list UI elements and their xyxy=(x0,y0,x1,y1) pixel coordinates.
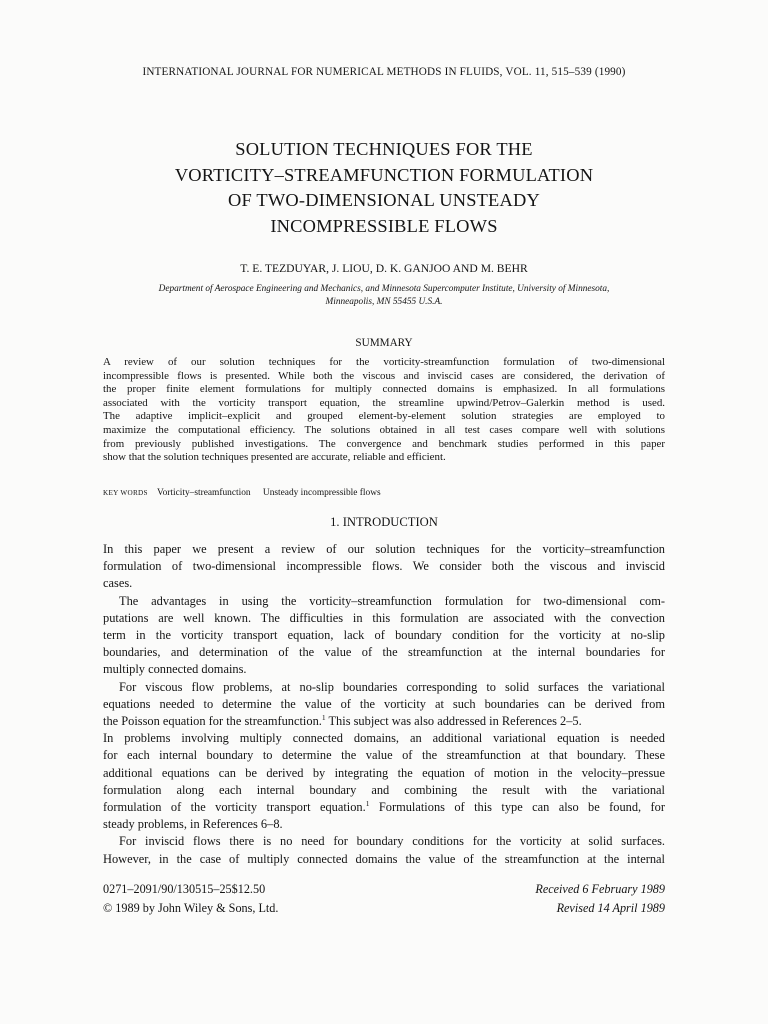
introduction-line xyxy=(103,851,665,868)
summary-line: associated with the vorticity transport equation, the streamline upwind/Petrov–Galerkin method is used. xyxy=(103,396,665,409)
introduction-line xyxy=(103,679,665,696)
article-code: 0271–2091/90/130515–25$12.50 xyxy=(103,882,266,896)
keywords xyxy=(103,488,665,498)
introduction-line xyxy=(103,747,665,764)
summary-line: from previously published investigations. The convergence and benchmark studies performed in this paper xyxy=(103,437,665,450)
introduction-text: additional equations can be derived by integrating the equation of motion in the velocity–pressue xyxy=(103,765,665,780)
introduction-text: For viscous flow problems, at no-slip boundaries corresponding to solid surfaces the variational xyxy=(119,679,665,694)
introduction-text: In problems involving multiply connected domains, an additional variational equation is needed xyxy=(103,731,665,746)
introduction-line xyxy=(103,765,665,782)
introduction-text: steady problems, in References 6–8. xyxy=(103,817,283,832)
keyword-item: Vorticity–streamfunction xyxy=(157,488,251,498)
received-date: Received 6 February 1989 xyxy=(535,882,665,896)
journal-header: INTERNATIONAL JOURNAL FOR NUMERICAL METHODS IN FLUIDS, VOL. 11, 515–539 (1990) xyxy=(142,66,626,78)
title-line: SOLUTION TECHNIQUES FOR THE xyxy=(235,139,533,159)
summary-line: maximize the computational efficiency. The solutions obtained in all test cases compare well with solutions xyxy=(103,423,665,436)
title-line: VORTICITY–STREAMFUNCTION FORMULATION xyxy=(174,164,594,185)
introduction-line xyxy=(103,575,665,592)
introduction-text: boundaries, and determination of the value of the streamfunction at the internal boundaries for xyxy=(103,645,665,660)
introduction-text: formulation along each internal boundary and combining the result with the variational xyxy=(103,782,665,797)
section-heading-introduction: 1. INTRODUCTION xyxy=(330,515,438,529)
introduction-line xyxy=(103,644,665,661)
introduction-line xyxy=(103,696,665,713)
copyright-notice: © 1989 by John Wiley & Sons, Ltd. xyxy=(103,901,279,915)
introduction-text: This subject was also addressed in References 2–5. xyxy=(325,714,582,729)
introduction-text: formulation of the vorticity transport equation. xyxy=(103,800,366,815)
introduction-line xyxy=(103,782,665,799)
introduction-line xyxy=(103,713,665,730)
summary-line: the proper finite element formulations for multiply connected domains is emphasized. In all formulations xyxy=(103,383,665,396)
introduction-text: equations needed to determine the value of the vorticity at such boundaries can be derived from xyxy=(103,696,665,711)
paper-page xyxy=(103,0,665,1024)
affiliation xyxy=(103,283,665,309)
revised-date: Revised 14 April 1989 xyxy=(556,901,665,915)
introduction-line xyxy=(103,661,665,678)
summary-heading: SUMMARY xyxy=(355,337,413,349)
introduction-line xyxy=(103,816,665,833)
introduction-line xyxy=(103,799,665,816)
title-line: OF TWO-DIMENSIONAL UNSTEADY xyxy=(228,190,540,210)
summary-line: show that the solution techniques presented are accurate, reliable and efficient. xyxy=(103,451,446,464)
introduction-text: Formulations of this type can also be found, for xyxy=(369,800,665,815)
introduction-line xyxy=(103,627,665,644)
introduction-text: For inviscid flows there is no need for boundary conditions for the vorticity at solid surfaces. xyxy=(119,834,665,849)
introduction-line xyxy=(103,558,665,575)
summary-abstract xyxy=(103,356,665,465)
reference-superscript: 1 xyxy=(365,799,370,809)
introduction-text: However, in the case of multiply connected domains the value of the streamfunction at the internal xyxy=(103,851,665,866)
introduction-line xyxy=(103,833,665,850)
introduction-line xyxy=(103,610,665,627)
keyword-item: Unsteady incompressible flows xyxy=(262,488,381,498)
introduction-body xyxy=(103,541,665,868)
introduction-line xyxy=(103,541,665,558)
introduction-text: formulation of two-dimensional incompressible flows. We consider both the viscous and inviscid xyxy=(103,559,665,574)
paper-title xyxy=(103,137,665,239)
footer-left xyxy=(103,880,278,918)
introduction-text: multiply connected domains. xyxy=(103,662,247,677)
summary-line: incompressible flows is presented. While both the viscous and inviscid cases are considered, the derivation of xyxy=(103,369,665,382)
keywords-label: KEY WORDS xyxy=(103,489,148,497)
introduction-text: putations are well known. The difficulties in this formulation are associated with the convection xyxy=(103,610,665,625)
introduction-text: In this paper we present a review of our solution techniques for the vorticity–streamfunction xyxy=(103,542,665,556)
summary-line: The adaptive implicit–explicit and grouped element-by-element solution strategies are employed to xyxy=(103,410,665,423)
affiliation-line: Department of Aerospace Engineering and Mechanics, and Minnesota Supercomputer Institute, University of Minnesota, xyxy=(158,284,610,294)
introduction-text: for each internal boundary to determine the value of the streamfunction at that boundary. These xyxy=(103,748,665,763)
reference-superscript: 1 xyxy=(321,713,326,723)
summary-line: A review of our solution techniques for the vorticity-streamfunction formulation of two-dimensional xyxy=(103,356,665,368)
introduction-text: The advantages in using the vorticity–streamfunction formulation for two-dimensional com- xyxy=(119,593,665,608)
introduction-text: the Poisson equation for the streamfunction. xyxy=(103,714,322,729)
author-list: T. E. TEZDUYAR, J. LIOU, D. K. GANJOO AND M. BEHR xyxy=(240,262,528,275)
introduction-line xyxy=(103,730,665,747)
affiliation-line: Minneapolis, MN 55455 U.S.A. xyxy=(325,297,443,307)
footer-right xyxy=(535,880,665,918)
introduction-text: term in the vorticity transport equation, lack of boundary condition for the vorticity at no-slip xyxy=(103,628,665,643)
introduction-text: cases. xyxy=(103,576,133,591)
introduction-line xyxy=(103,593,665,610)
title-line: INCOMPRESSIBLE FLOWS xyxy=(270,215,498,236)
